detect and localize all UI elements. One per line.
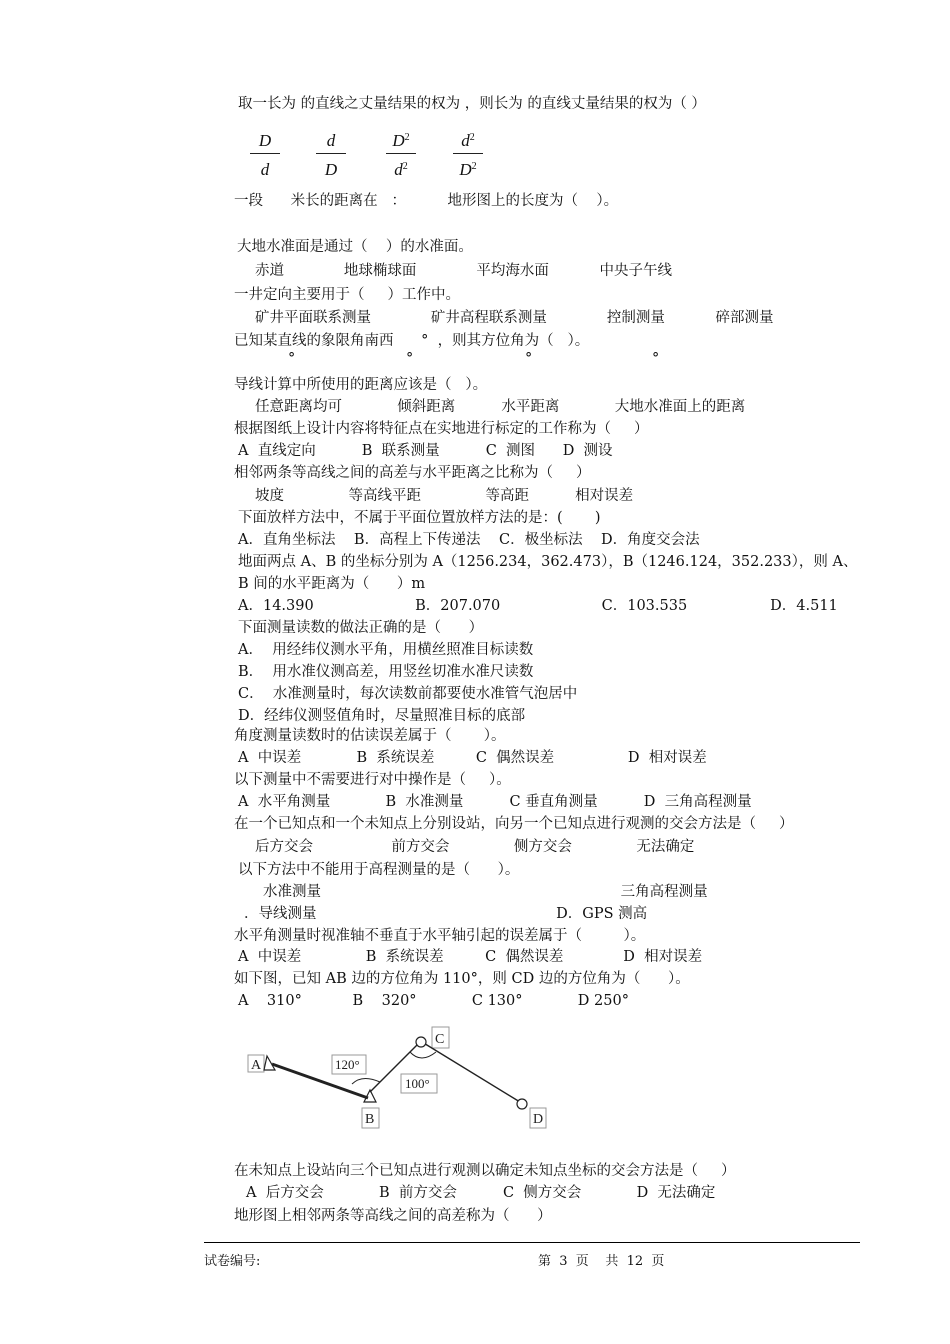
point-a-label: A: [251, 1058, 262, 1073]
angle-b-arc: [352, 1078, 380, 1084]
fraction-option: [386, 128, 416, 180]
option-line: A．直角坐标法 B．高程上下传递法 C．极坐标法 D．角度交会法: [238, 532, 700, 548]
footer-rule: [204, 1242, 860, 1243]
question-line: 以下测量中不需要进行对中操作是（ ）。: [234, 772, 511, 788]
option-line: A 310° B 320° C 130° D 250°: [238, 993, 629, 1009]
question-line: 已知某直线的象限角南西 ° ，则其方位角为（ ）。: [234, 333, 590, 349]
degree-mark: °: [652, 351, 660, 367]
question-line: 地面两点 A、B 的坐标分别为 A（1256.234，362.473），B（1246.124，352.233），则 A、: [238, 554, 858, 570]
fraction-denominator: d: [260, 160, 270, 179]
degree-mark: °: [288, 351, 296, 367]
fraction-option: [250, 128, 280, 180]
question-line: 取一长为 的直线之丈量结果的权为 ，则长为 的直线丈量结果的权为（ ）: [238, 96, 706, 112]
question-line: 如下图，已知 AB 边的方位角为 110°，则 CD 边的方位角为（ ）。: [234, 971, 690, 987]
question-line: 下面放样方法中，不属于平面位置放样方法的是：( ): [238, 510, 601, 526]
paper-number-label: 试卷编号:: [204, 1254, 261, 1269]
question-line: 导线计算中所使用的距离应该是（ ）。: [234, 377, 488, 393]
fraction-denominator: $d^2$: [394, 160, 408, 179]
question-line: 地形图上相邻两条等高线之间的高差称为（ ）: [234, 1208, 552, 1224]
option-line: A 中误差 B 系统误差 C 偶然误差 D 相对误差: [238, 949, 703, 965]
page-indicator: 第 3 页 共 12 页: [538, 1254, 665, 1269]
option-line: A 水平角测量 B 水准测量 C 垂直角测量 D 三角高程测量: [238, 794, 752, 810]
fraction-bar: [250, 153, 280, 154]
option-line: A 直线定向 B 联系测量 C 测图 D 测设: [238, 443, 613, 459]
question-line: 在一个已知点和一个未知点上分别设站，向另一个已知点进行观测的交会方法是（ ）: [234, 816, 794, 832]
fraction-numerator: $D^2$: [392, 131, 410, 150]
fraction-denominator: $D^2$: [459, 160, 477, 179]
angle-c-value: 100°: [405, 1076, 430, 1091]
point-d-label: D: [533, 1112, 544, 1127]
question-line: 角度测量读数时的估读误差属于（ ）。: [234, 728, 506, 744]
question-line: 根据图纸上设计内容将特征点在实地进行标定的工作称为（ ）: [234, 421, 649, 437]
point-c-label: C: [435, 1032, 445, 1047]
fraction-bar: [453, 153, 483, 154]
fraction-numerator: $d^2$: [461, 131, 475, 150]
option-line: 赤道 地球椭球面 平均海水面 中央子午线: [255, 263, 673, 279]
question-line: 大地水准面是通过（ ）的水准面。: [237, 239, 473, 255]
option-line: A 后方交会 B 前方交会 C 侧方交会 D 无法确定: [246, 1185, 716, 1201]
option-line: 水准测量 三角高程测量: [263, 884, 708, 900]
question-line: 相邻两条等高线之间的高差与水平距离之比称为（ ）: [234, 465, 591, 481]
question-line: 在未知点上设站向三个已知点进行观测以确定未知点坐标的交会方法是（ ）: [234, 1163, 736, 1179]
option-line: C． 水准测量时，每次读数前都要使水准管气泡居中: [238, 686, 578, 702]
fraction-numerator: D: [258, 131, 272, 150]
question-line: 下面测量读数的做法正确的是（ ）: [238, 620, 484, 636]
question-line: 一段 米长的距离在 ： 地形图上的长度为（ ）。: [234, 193, 619, 209]
fraction-bar: [386, 153, 416, 154]
option-line: ．导线测量 D．GPS 测高: [244, 906, 648, 922]
question-line: 水平角测量时视准轴不垂直于水平轴引起的误差属于（ ）。: [234, 928, 646, 944]
traverse-figure: [244, 1024, 554, 1134]
fraction-option: [453, 128, 483, 180]
option-line: A． 用经纬仪测水平角，用横丝照准目标读数: [238, 642, 534, 658]
degree-mark: °: [525, 351, 533, 367]
question-line: 以下方法中不能用于高程测量的是（ ）。: [238, 862, 520, 878]
option-line: 后方交会 前方交会 侧方交会 无法确定: [255, 839, 695, 855]
question-line: B 间的水平距离为（ ）m: [238, 576, 426, 592]
fraction-denominator: D: [324, 160, 338, 179]
option-line: B． 用水准仪测高差，用竖丝切准水准尺读数: [238, 664, 534, 680]
point-c-circle: [416, 1037, 426, 1047]
angle-b-value: 120°: [335, 1057, 360, 1072]
option-line: A．14.390 B．207.070 C．103.535 D．4.511: [238, 598, 838, 614]
option-line: 坡度 等高线平距 等高距 相对误差: [255, 488, 634, 504]
fraction-option: [316, 128, 346, 180]
degree-mark: °: [406, 351, 414, 367]
question-line: 一井定向主要用于（ ）工作中。: [234, 287, 461, 303]
option-line: A 中误差 B 系统误差 C 偶然误差 D 相对误差: [238, 750, 707, 766]
point-d-circle: [517, 1099, 527, 1109]
fraction-numerator: d: [326, 131, 336, 150]
option-line: D．经纬仪测竖值角时，尽量照准目标的底部: [238, 708, 526, 724]
option-line: 任意距离均可 倾斜距离 水平距离 大地水准面上的距离: [255, 399, 746, 415]
option-line: 矿井平面联系测量 矿井高程联系测量 控制测量 碎部测量: [255, 310, 774, 326]
fraction-bar: [316, 153, 346, 154]
point-b-label: B: [365, 1112, 375, 1127]
angle-c-arc: [410, 1052, 436, 1058]
